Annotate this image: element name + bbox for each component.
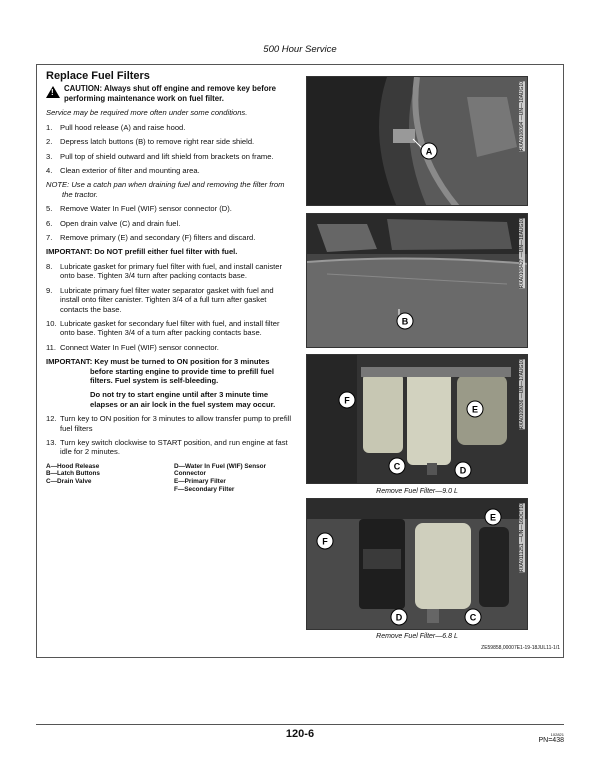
steps-group-c	[46, 262, 294, 352]
step-number: 3.	[46, 151, 53, 161]
important-air-lock: Do not try to start engine until after 3 minute time elapses or an air lock in the fuel system may occur.	[90, 390, 276, 409]
step-item	[46, 219, 294, 228]
note-catch-pan: NOTE: Use a catch pan when draining fuel and removing the filter from the tractor.	[46, 180, 285, 199]
filters-9l-photo	[307, 355, 528, 484]
filters-6-8l-photo	[307, 499, 528, 630]
figure-code: RXA0109036 —UN—17AUG10	[519, 359, 525, 430]
step-item	[46, 166, 294, 175]
page-number: 120-6	[285, 728, 315, 740]
hood-release-photo	[307, 77, 528, 206]
procedure-column	[46, 72, 294, 493]
step-text: Remove Water In Fuel (WIF) sensor connector (D).	[60, 204, 232, 214]
callout-e: E	[489, 512, 497, 523]
legend-right-column	[174, 463, 284, 493]
figure-code: RXA0111251 —UN—16OCT10	[519, 503, 525, 573]
legend-entry: E—Primary Filter	[174, 477, 226, 485]
step-item	[46, 343, 294, 352]
callout-b: B	[401, 316, 409, 327]
step-number: 11.	[46, 342, 56, 352]
callout-e: E	[471, 404, 479, 415]
step-text: Depress latch buttons (B) to remove right rear side shield.	[60, 137, 255, 147]
step-number: 7.	[46, 233, 53, 243]
step-text: Lubricate gasket for secondary fuel filter with fuel, and install filter onto base. Tighten 3/4 of a turn after packing contacts base.	[60, 318, 280, 338]
step-text: Turn key to ON position for 3 minutes to allow transfer pump to prefill fuel filters	[60, 414, 292, 433]
step-item	[46, 152, 294, 161]
figure-code: RXA0108094 —UN—10AUG10	[519, 81, 525, 152]
steps-group-b	[46, 204, 294, 242]
footer-small-code: 102821	[550, 732, 564, 737]
steps-group-a	[46, 123, 294, 176]
legend-entry: F—Secondary Filter	[174, 485, 235, 493]
callout-a: A	[425, 146, 433, 157]
document-code: ZE59858,00007E1-19-18JUL11-1/1	[481, 645, 560, 651]
step-text: Open drain valve (C) and drain fuel.	[60, 218, 181, 228]
callout-f: F	[322, 536, 328, 547]
service-note: Service may be required more often under some conditions.	[46, 108, 248, 118]
figure-side-shield	[306, 213, 528, 348]
step-number: 1.	[46, 122, 53, 132]
caption-6-8l: Remove Fuel Filter—6.8 L	[376, 633, 458, 640]
callout-d: D	[395, 612, 403, 623]
side-shield-photo	[307, 214, 528, 348]
callout-c: C	[469, 612, 477, 623]
figure-hood-release	[306, 76, 528, 206]
callout-c: C	[393, 461, 401, 472]
legend-left-column	[46, 463, 156, 493]
figure-filters-6-8l	[306, 498, 528, 630]
step-item	[46, 438, 294, 457]
step-number: 2.	[46, 137, 53, 147]
procedure-title: Replace Fuel Filters	[46, 70, 150, 82]
legend-entry: A—Hood Release	[46, 462, 100, 470]
figure-code: RXA0108427 —UN—18AUG10	[519, 218, 525, 289]
step-item	[46, 123, 294, 132]
step-text: Remove primary (E) and secondary (F) filters and discard.	[60, 233, 256, 243]
legend-entry: B—Latch Buttons	[46, 470, 100, 478]
callout-d: D	[459, 465, 467, 476]
important-no-prefill: IMPORTANT: Do NOT prefill either fuel filter with fuel.	[46, 247, 238, 257]
step-item	[46, 286, 294, 314]
caption-9l: Remove Fuel Filter—9.0 L	[376, 488, 458, 495]
pn-label: PN=438	[538, 737, 564, 744]
running-header: 500 Hour Service	[263, 44, 337, 55]
part-number	[539, 732, 565, 744]
warning-triangle-icon: !	[46, 86, 60, 98]
callout-f: F	[344, 395, 350, 406]
figure-filters-9l	[306, 354, 528, 484]
step-number: 5.	[46, 204, 53, 214]
step-number: 9.	[46, 285, 53, 295]
step-number: 12.	[46, 414, 57, 424]
callout-legend	[46, 463, 294, 493]
step-item	[46, 233, 294, 242]
step-text: Clean exterior of filter and mounting area.	[60, 166, 200, 176]
step-item	[46, 204, 294, 213]
step-number: 4.	[46, 166, 53, 176]
step-text: Pull top of shield outward and lift shield from brackets on frame.	[60, 151, 274, 161]
caution-block	[46, 84, 294, 103]
step-number: 10.	[46, 318, 57, 328]
step-item	[46, 137, 294, 146]
step-number: 13.	[46, 437, 57, 447]
step-text: Connect Water In Fuel (WIF) sensor connector.	[60, 342, 219, 352]
step-number: 6.	[46, 218, 53, 228]
steps-group-d	[46, 414, 294, 457]
step-text: Lubricate gasket for primary fuel filter with fuel, and install canister onto base. Tighten 3/4 turn after packing contacts base.	[60, 261, 283, 281]
legend-entry: C—Drain Valve	[46, 477, 92, 485]
legend-entry: D—Water In Fuel (WIF) Sensor Connector	[174, 462, 267, 478]
step-text: Pull hood release (A) and raise hood.	[60, 122, 186, 132]
footer-rule	[36, 724, 564, 725]
caution-text: CAUTION: Always shut off engine and remove key before performing maintenance work on fuel filter.	[64, 84, 277, 103]
step-item	[46, 262, 294, 281]
step-item	[46, 319, 294, 338]
step-number: 8.	[46, 261, 53, 271]
step-text: Lubricate primary fuel filter water separator gasket with fuel and install onto filter canister. Tighten 3/4 of a full turn after gasket contacts the base.	[60, 285, 274, 314]
important-key-on: IMPORTANT: Key must be turned to ON position for 3 minutes before starting engine to provide time to prefill fuel filters. Fuel system is self-bleeding.	[46, 357, 274, 385]
step-text: Turn key switch clockwise to START position, and run engine at fast idle for 2 minutes.	[60, 437, 288, 457]
step-item	[46, 414, 294, 433]
